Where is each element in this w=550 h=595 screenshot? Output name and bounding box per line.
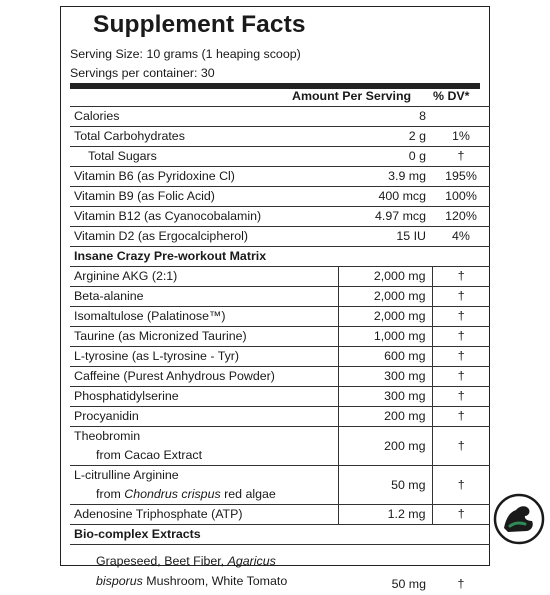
table-row (70, 505, 490, 525)
row-amount: 0 g (338, 147, 432, 167)
row-amount: 1.2 mg (338, 505, 432, 525)
table-row (70, 167, 490, 187)
row-name: L-tyrosine (as L-tyrosine - Tyr) (70, 347, 338, 367)
facts-table (70, 106, 490, 595)
row-dv: † (432, 466, 490, 505)
row-dv: † (432, 427, 490, 466)
row-amount: 400 mcg (338, 187, 432, 207)
row-name: Vitamin D2 (as Ergocalcipherol) (70, 227, 338, 247)
row-name: Theobromin (74, 427, 334, 446)
row-dv: † (432, 347, 490, 367)
row-amount: 1,000 mg (338, 327, 432, 347)
row-name: Total Carbohydrates (70, 127, 338, 147)
row-dv: † (432, 367, 490, 387)
row-name: Vitamin B6 (as Pyridoxine Cl) (70, 167, 338, 187)
row-dv: † (432, 505, 490, 525)
row-dv: 120% (432, 207, 490, 227)
row-name: Calories (70, 107, 338, 127)
row-amount: 300 mg (338, 367, 432, 387)
row-amount: 8 (338, 107, 432, 127)
row-name: Vitamin B12 (as Cyanocobalamin) (70, 207, 338, 227)
row-amount: 2,000 mg (338, 307, 432, 327)
row-amount: 3.9 mg (338, 167, 432, 187)
row-dv: † (432, 147, 490, 167)
row-name: Caffeine (Purest Anhydrous Powder) (70, 367, 338, 387)
row-amount: 50 mg (338, 545, 432, 595)
section-header (70, 525, 490, 545)
row-amount: 2,000 mg (338, 267, 432, 287)
row-dv: † (432, 267, 490, 287)
row-subname (74, 485, 334, 504)
row-amount: 600 mg (338, 347, 432, 367)
table-row (70, 327, 490, 347)
table-row (70, 227, 490, 247)
bio-line1-prefix: Grapeseed, Beet Fiber, (96, 554, 224, 568)
row-name: Vitamin B9 (as Folic Acid) (70, 187, 338, 207)
row-dv: † (432, 407, 490, 427)
bio-line1-italic: Agaricus (228, 554, 276, 568)
bio-line-2 (74, 571, 334, 591)
row-name: L-citrulline Arginine (74, 466, 334, 485)
row-dv: 100% (432, 187, 490, 207)
sub-prefix: from (96, 487, 121, 501)
row-name: Procyanidin (70, 407, 338, 427)
table-row (70, 267, 490, 287)
row-amount: 4.97 mcg (338, 207, 432, 227)
row-name: Beta-alanine (70, 287, 338, 307)
matrix-title: Insane Crazy Pre-workout Matrix (70, 247, 490, 267)
row-amount: 2,000 mg (338, 287, 432, 307)
bio-line2-suffix: Mushroom, White Tomato (146, 574, 287, 588)
row-amount: 300 mg (338, 387, 432, 407)
row-dv: † (432, 307, 490, 327)
supplement-facts-panel (60, 6, 490, 566)
table-row (70, 307, 490, 327)
serving-size: Serving Size: 10 grams (1 heaping scoop) (70, 47, 301, 61)
row-name: Phosphatidylserine (70, 387, 338, 407)
table-row (70, 367, 490, 387)
sub-suffix: red algae (224, 487, 276, 501)
row-name: Adenosine Triphosphate (ATP) (70, 505, 338, 525)
row-name: Taurine (as Micronized Taurine) (70, 327, 338, 347)
table-row (70, 107, 490, 127)
row-dv: † (432, 287, 490, 307)
table-row (70, 187, 490, 207)
table-row (70, 407, 490, 427)
row-dv: 1% (432, 127, 490, 147)
row-amount: 200 mg (338, 407, 432, 427)
table-row (70, 427, 490, 466)
row-dv: † (432, 327, 490, 347)
row-dv: 4% (432, 227, 490, 247)
servings-per-container: Servings per container: 30 (70, 66, 215, 80)
table-row (70, 127, 490, 147)
table-row (70, 287, 490, 307)
row-name: Total Sugars (74, 148, 157, 165)
row-dv (432, 107, 490, 127)
row-amount: 50 mg (338, 466, 432, 505)
label-title: Supplement Facts (93, 11, 306, 39)
bio-line-1 (74, 551, 334, 571)
table-row (70, 207, 490, 227)
header-amount: Amount Per Serving (292, 89, 411, 103)
row-dv: † (432, 545, 490, 595)
table-row (70, 466, 490, 505)
row-dv: 195% (432, 167, 490, 187)
row-amount: 200 mg (338, 427, 432, 466)
bio-line2-italic: bisporus (96, 574, 143, 588)
table-row (70, 387, 490, 407)
table-row (70, 147, 490, 167)
row-subname: from Cacao Extract (74, 446, 334, 465)
row-name: Arginine AKG (2:1) (70, 267, 338, 287)
bio-title: Bio-complex Extracts (70, 525, 490, 545)
flexing-bicep-logo-icon (492, 492, 546, 546)
table-row (70, 347, 490, 367)
row-amount: 2 g (338, 127, 432, 147)
table-row (70, 545, 490, 595)
thick-divider (70, 83, 480, 89)
row-amount: 15 IU (338, 227, 432, 247)
header-dv: % DV* (433, 89, 470, 103)
section-header (70, 247, 490, 267)
row-dv: † (432, 387, 490, 407)
sub-italic: Chondrus crispus (124, 487, 220, 501)
row-name: Isomaltulose (Palatinose™) (70, 307, 338, 327)
